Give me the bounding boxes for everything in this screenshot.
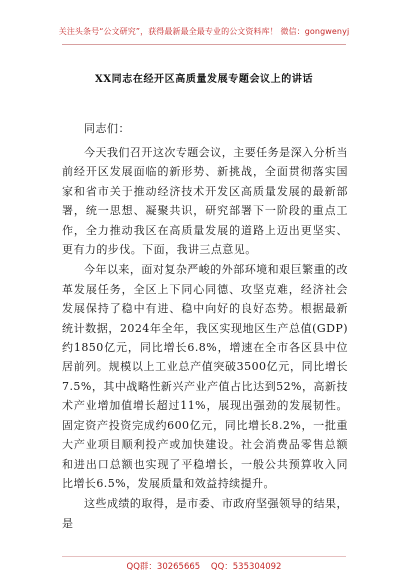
footer-qq-group: QQ群：30265665 [126,562,201,572]
paragraph-intro: 今天我们召开这次专题会议，主要任务是深入分析当前经开区发展面临的新形势、新挑战，全面贯彻落实国家和省市关于推动经济技术开发区高质量发展的最新部署，统一思想、凝聚共识，研究部署下一阶段的重点工作，全力推动我区在高质量发展的道路上迈出更坚实、更有力的步伐。下面，我讲三点意见。 [62,146,348,257]
paragraph-continuation: 这些成绩的取得，是市委、市政府坚强领导的结果，是 [62,497,348,530]
header-divider [62,44,346,45]
document-title: XX同志在经开区高质量发展专题会议上的讲话 [94,74,314,85]
paragraph-achievements: 今年以来，面对复杂严峻的外部环境和艰巨繁重的改革发展任务，全区上下同心同德、攻坚克难，经济社会发展保持了稳中有进、稳中向好的良好态势。根据最新统计数据，2024年全年，我区实现地区生产总值(GDP)约1850亿元，同比增长6.8%，增速在全市各区县中位居前列。规模以上工业总产值突破3500亿元，同比增长7.5%，其中战略性新兴产业产值占比达到52%，高新技术产业增加值增长超过11%，展现出强劲的发展韧性。固定资产投资完成约600亿元，同比增长8.2%，一批重大产业项目顺利投产或加快建设。社会消费品零售总额和进出口总额也实现了平稳增长，一般公共预算收入同比增长6.5%，发展质量和效益持续提升。 [62,263,348,490]
salutation: 同志们： [84,122,130,135]
footer-qq: QQ：535304092 [210,562,282,572]
document-body [62,143,348,533]
footer-contact [0,560,408,572]
footer-divider [62,556,346,557]
header-banner: 关注头条号“公文研究”，获得最新最全最专业的公文资料库！ 微信：gongwenyj [58,27,350,36]
